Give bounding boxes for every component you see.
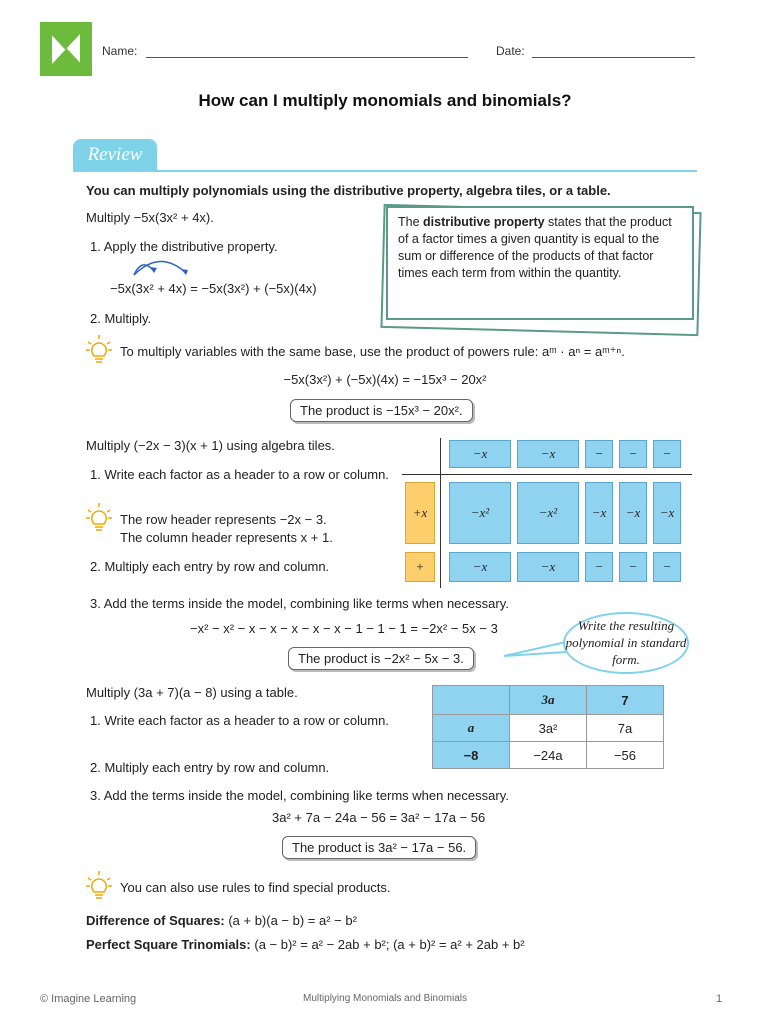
table-col-header: 3a xyxy=(510,686,587,715)
ex2-tip1: The row header represents −2x − 3. xyxy=(120,512,327,527)
table-col-header: 7 xyxy=(587,686,664,715)
ex2-work: −x² − x² − x − x − x − x − x − 1 − 1 − 1 = −2x² − 5x − 3 xyxy=(190,621,498,636)
page-title: How can I multiply monomials and binomials? xyxy=(198,91,572,110)
tile-grid-hline xyxy=(402,474,692,475)
dos-formula: (a + b)(a − b) = a² − b² xyxy=(228,913,357,928)
name-field[interactable] xyxy=(146,57,468,58)
logo-icon xyxy=(40,22,92,76)
ex1-distribute: −5x(3x² + 4x) = −5x(3x²) + (−5x)(4x) xyxy=(110,281,317,296)
table-cell: 7a xyxy=(587,715,664,742)
ex3-step2: 2. Multiply each entry by row and column. xyxy=(90,760,330,775)
date-field[interactable] xyxy=(532,57,695,58)
ex1-lead: Multiply −5x(3x² + 4x). xyxy=(86,210,214,225)
table-cell: 3a² xyxy=(510,715,587,742)
ex3-product: The product is 3a² − 17a − 56. xyxy=(282,836,476,859)
special-tip: You can also use rules to find special products. xyxy=(120,880,391,895)
tile-top-2: −x xyxy=(517,440,579,468)
tile-x2-2: −x² xyxy=(517,482,579,544)
callout-pre: The xyxy=(398,215,424,229)
footer-title: Multiplying Monomials and Binomials xyxy=(303,993,467,1004)
lightbulb-icon xyxy=(86,870,112,900)
tile-row-x-header: +x xyxy=(405,482,435,544)
ex2-lead: Multiply (−2x − 3)(x + 1) using algebra tiles. xyxy=(86,438,335,453)
table-cell: −56 xyxy=(587,742,664,769)
tile-top-4: − xyxy=(619,440,647,468)
distribute-arrows-icon xyxy=(120,255,200,279)
tile-bottom-1: −x xyxy=(449,552,511,582)
ex3-work: 3a² + 7a − 24a − 56 = 3a² − 17a − 56 xyxy=(272,810,486,825)
tile-x-1: −x xyxy=(585,482,613,544)
tile-x-2: −x xyxy=(619,482,647,544)
ex3-lead: Multiply (3a + 7)(a − 8) using a table. xyxy=(86,685,298,700)
logo xyxy=(40,22,92,76)
intro-text: You can multiply polynomials using the distributive property, algebra tiles, or a table. xyxy=(86,183,611,198)
tile-top-1: −x xyxy=(449,440,511,468)
multiplication-table xyxy=(432,685,664,769)
ex1-step1: 1. Apply the distributive property. xyxy=(90,239,278,254)
tile-bottom-3: − xyxy=(585,552,613,582)
tile-bottom-5: − xyxy=(653,552,681,582)
ex2-product: The product is −2x² − 5x − 3. xyxy=(288,647,474,670)
ex2-step3: 3. Add the terms inside the model, combining like terms when necessary. xyxy=(90,596,509,611)
lightbulb-icon xyxy=(86,334,112,364)
tile-bottom-4: − xyxy=(619,552,647,582)
ex2-step2: 2. Multiply each entry by row and column. xyxy=(90,559,330,574)
speech-pointer-icon xyxy=(500,640,570,660)
ex2-tip2: The column header represents x + 1. xyxy=(120,530,333,545)
ex1-work: −5x(3x²) + (−5x)(4x) = −15x³ − 20x² xyxy=(283,372,487,387)
ex1-product: The product is −15x³ − 20x². xyxy=(290,399,473,422)
tile-x-3: −x xyxy=(653,482,681,544)
ex3-step1: 1. Write each factor as a header to a row or column. xyxy=(90,713,389,728)
tile-row-1-header: + xyxy=(405,552,435,582)
pst-label: Perfect Square Trinomials: xyxy=(86,937,251,952)
lightbulb-icon xyxy=(86,502,112,532)
ex3-step3: 3. Add the terms inside the model, combining like terms when necessary. xyxy=(90,788,509,803)
footer-brand: © Imagine Learning xyxy=(40,993,137,1005)
tile-top-3: − xyxy=(585,440,613,468)
review-divider xyxy=(73,170,697,172)
ex1-step2: 2. Multiply. xyxy=(90,311,152,326)
page-number: 1 xyxy=(716,993,723,1005)
callout-term: distributive property xyxy=(423,215,545,229)
speech-bubble: Write the resulting polynomial in standard form. xyxy=(563,612,689,674)
review-tab: Review xyxy=(73,139,157,171)
date-label: Date: xyxy=(496,44,525,58)
table-row-header: a xyxy=(433,715,510,742)
tile-top-5: − xyxy=(653,440,681,468)
ex1-tip: To multiply variables with the same base, use the product of powers rule: aᵐ · aⁿ = aᵐ⁺ⁿ. xyxy=(120,344,625,359)
table-row-header: −8 xyxy=(433,742,510,769)
pst-formula: (a − b)² = a² − 2ab + b²; (a + b)² = a² + 2ab + b² xyxy=(254,937,525,952)
dos-label: Difference of Squares: xyxy=(86,913,225,928)
callout-post: states that the product of a factor times a given quantity is equal to the sum or difference of the products of that factor times each term from within the quantity. xyxy=(398,215,672,280)
tile-x2-1: −x² xyxy=(449,482,511,544)
tile-bottom-2: −x xyxy=(517,552,579,582)
table-corner xyxy=(433,686,510,715)
ex2-step1: 1. Write each factor as a header to a row or column. xyxy=(90,467,389,482)
tile-grid-vline xyxy=(440,438,441,588)
name-label: Name: xyxy=(102,44,138,58)
table-cell: −24a xyxy=(510,742,587,769)
callout-distributive xyxy=(386,206,694,320)
